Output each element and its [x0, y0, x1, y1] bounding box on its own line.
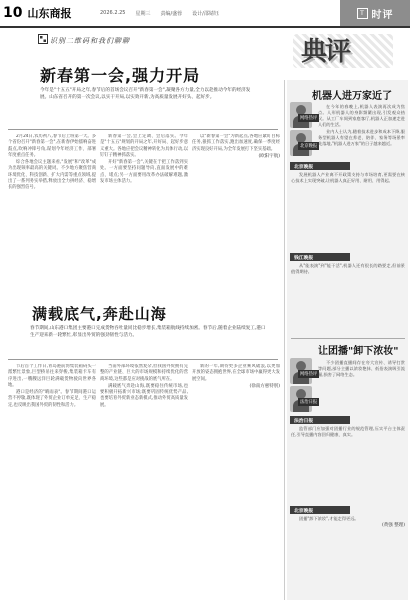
livestream-byline: (黄强 整理)	[382, 523, 405, 528]
article2-lead: 春节期间,山东港口集团主要港口完成货物吞吐量同比稳步增长,集装箱航线持续加密。春节后,随着企业陆续复工,港口生产迎来新一轮繁忙,彰显出外贸的强劲韧性与活力。	[30, 326, 266, 338]
issue-date: 2026.2.25	[100, 10, 126, 16]
column-divider	[284, 80, 285, 600]
article1-divider	[8, 129, 278, 130]
article2-paragraph: 当前外部环境依然复杂,但我国外贸拥有完整的产业链、巨大的市场规模和持续优化的营商环境,这些都是应对挑战的底气所在。	[100, 364, 188, 382]
header-meta	[100, 10, 219, 17]
article2-title: 满载底气,奔赴山海	[32, 305, 167, 323]
article2-col-2	[100, 364, 188, 596]
article2-paragraph: 节后首个工作日,青岛港前湾集装箱码头一派繁忙景象,巨型桥吊往来穿梭,集装箱卡车有序进出,一艘艘远洋巨轮满载货物驶向世界各地。	[8, 364, 96, 388]
source-tag: 法治日报	[290, 416, 350, 424]
article2-byline: (徐南方惠特别)	[249, 383, 280, 389]
article2-col-1	[8, 364, 96, 596]
section-icon: T	[357, 8, 368, 19]
banner-text: 典评	[301, 37, 350, 67]
commentator-label: 网络热评	[300, 116, 318, 121]
issue-weekday: 星期三	[135, 11, 151, 17]
article2-paragraph: 新的一年,期待更多企业乘风破浪,以更加开放的姿态拥抱世界,在全球市场中赢得更大发展空间。	[192, 364, 280, 382]
robot-paragraph: 从"能表演"到"能干活",机器人还有很长的路要走,但前景值得期待。	[291, 263, 405, 274]
section-tab	[340, 0, 410, 26]
source-tag: 钱江晚报	[290, 253, 350, 261]
livestream-paragraph: 团播"卸下浓妆",才能走得更远。	[299, 516, 359, 521]
section-label: 时评	[371, 9, 394, 21]
robot-article-body	[318, 104, 405, 158]
page-number: 10	[3, 5, 23, 21]
qr-code-icon	[38, 34, 48, 44]
page-header	[0, 0, 410, 26]
paper-name: 山东商报	[27, 7, 72, 20]
robot-article-title: 机器人进万家近了	[312, 91, 392, 102]
commentary-banner	[283, 28, 403, 74]
article1-col-3	[192, 134, 280, 298]
article2-paragraph: 港口是经济的"晴雨表"。春节期间港口运营不停歇,既体现了外贸企业订单充足、生产稳定,也反映出我国外贸的韧性和活力。	[8, 390, 96, 408]
robot-article-comment	[291, 263, 405, 333]
source-tag: 北京晚报	[290, 162, 350, 170]
livestream-paragraph: 不少团播直播间存在夸大宣传、诱导打赏等问题,部分主播以浓妆艳抹、低俗表演吸引流量,损害了网络生态。	[318, 360, 405, 377]
livestream-article-comment	[291, 516, 405, 590]
livestream-article-comment	[291, 426, 405, 502]
article1-col-2	[100, 134, 188, 298]
designer-credit: 设计/邵婧钰	[192, 11, 219, 17]
article1-title: 新春第一会,强力开局	[40, 66, 201, 85]
editor-credit: 责编/盛蓉	[160, 11, 183, 17]
robot-article-comment	[291, 172, 405, 250]
commentator-label: 法治日报	[300, 400, 318, 405]
article1-paragraph: 以"新春第一会"为新起点,各地应紧盯目标任务,狠抓工作落实,跑出加速度,确保一季度经济实现良好开局,为全年发展打下坚实基础。	[192, 134, 280, 152]
livestream-article-title: 让团播"卸下浓妆"	[318, 346, 399, 357]
robot-paragraph: 在今年的春晚上,机器人表演再次成为焦点。人形机器人的身影频繁出现,引发观众热议。从工厂车间到家庭客厅,机器人正加速走进人们的生活。	[318, 104, 405, 127]
commentator-label: 北京晚报	[300, 144, 318, 149]
livestream-paragraph: 监管部门应加强对团播行业的规范管理,压实平台主体责任,引导直播内容回归健康、真实。	[291, 426, 405, 437]
article1-paragraph: 综合各地会议主题来看,"发展"和"改革"成为出现频率最高的关键词。不少地方聚焦营商环境优化、科技创新、扩大内需等重点领域,提出了一系列务实举措,释放出全力拼经济、稳增长的强烈信号。	[8, 160, 96, 191]
source-tag: 北京晚报	[290, 506, 350, 514]
section-rule	[291, 338, 405, 339]
article1-paragraph: 新春第一会,会上定调、会后落实。今年是"十五五"规划的开局之年,开好局、起好步意义重大。各地应把会议精神转化为具体行动,以钉钉子精神抓落实。	[100, 134, 188, 158]
masthead	[3, 5, 71, 21]
article1-paragraph: 2月24日,农历初八,春节后上班第一天。多个省份召开"新春第一会",在新春伊始擂响奋进鼓点,吹响冲锋号角,谋划今年经济工作、部署年度重点任务。	[8, 134, 96, 158]
slogan-text: 识别二维码和我们聊聊	[50, 37, 130, 45]
robot-paragraph: 发展机器人产业离不开政策支持与市场培育,更需要在核心技术上实现突破,让机器人真正好用、耐用、用得起。	[291, 172, 405, 183]
article2-paragraph: 满载底气奔赴山海,既要稳住传统市场,也要积极开拓新兴市场;既要巩固传统优势产品,也要培育外贸新业态新模式,推动外贸高质量发展。	[100, 383, 188, 408]
article1-byline: (欧阳宇航)	[258, 153, 280, 159]
article1-lead: 今年是"十五五"开局之年,春节后的首场会议召开"新春第一会",凝聚各方力量,全力以赴推动今年的经济发展。山东省召开的第一次会议,以实干开局,以实效开新,为高质量发展开好头、起好步。	[40, 88, 251, 100]
robot-paragraph: 业内人士认为,随着技术进步和成本下降,服务型机器人有望在养老、陪伴、家务等场景率先落地,"机器人进万家"的日子越来越近。	[318, 129, 405, 146]
commentator-label: 网络热评	[300, 372, 318, 377]
livestream-article-body	[318, 360, 405, 412]
article1-col-1	[8, 134, 96, 298]
article1-paragraph: 开好"新春第一会",关键在于把工作落到实处。一方面要坚持问题导向,直面发展中的难点、堵点;另一方面要用改革办法破解难题,激发市场主体活力。	[100, 160, 188, 185]
article2-divider	[8, 359, 278, 360]
article2-col-3	[192, 364, 280, 596]
